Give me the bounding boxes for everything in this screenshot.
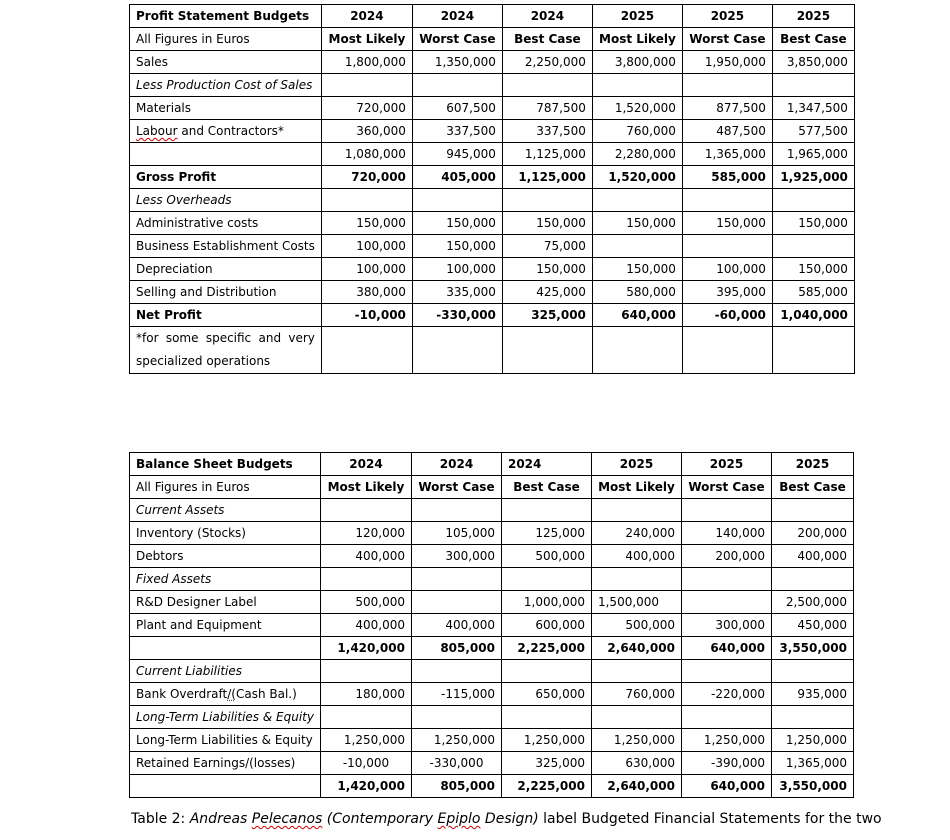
row-label-part: /( [227, 687, 236, 701]
table-cell: 500,000 [591, 614, 681, 637]
table-cell: 200,000 [771, 522, 853, 545]
scenario-header: Most Likely [592, 28, 682, 51]
year-header: 2025 [771, 453, 853, 476]
table-row [130, 51, 855, 74]
table-cell: 945,000 [412, 143, 502, 166]
row-label-rest: and Contractors* [177, 124, 284, 138]
table-cell: 640,000 [681, 775, 771, 798]
table-cell: 150,000 [502, 212, 592, 235]
table-cell: 150,000 [772, 212, 854, 235]
table-cell: 405,000 [412, 166, 502, 189]
table-cell: 1,365,000 [682, 143, 772, 166]
table-cell: 720,000 [321, 97, 412, 120]
table-cell: 150,000 [321, 212, 412, 235]
table-cell: 120,000 [320, 522, 411, 545]
scenario-header: Best Case [501, 476, 591, 499]
table-cell: 2,280,000 [592, 143, 682, 166]
table-cell [682, 235, 772, 258]
scenario-header: Best Case [772, 28, 854, 51]
table-cell: 150,000 [592, 212, 682, 235]
table-cell: 1,125,000 [502, 166, 592, 189]
table-cell: 100,000 [682, 258, 772, 281]
table-cell: -10,000 [321, 304, 412, 327]
table-cell: 1,365,000 [771, 752, 853, 775]
table-row [130, 166, 855, 189]
table-cell: 100,000 [321, 235, 412, 258]
table-cell: 400,000 [320, 614, 411, 637]
table-cell: 1,520,000 [592, 166, 682, 189]
table-cell: 2,225,000 [501, 637, 591, 660]
row-label: R&D Designer Label [130, 591, 321, 614]
table-cell: 577,500 [772, 120, 854, 143]
table-row [130, 97, 855, 120]
section-heading: Current Assets [130, 499, 321, 522]
table-cell: 150,000 [592, 258, 682, 281]
year-header: 2024 [411, 453, 501, 476]
section-heading: Less Production Cost of Sales [130, 74, 322, 97]
table-cell: 640,000 [592, 304, 682, 327]
table-cell: 140,000 [681, 522, 771, 545]
year-header: 2024 [502, 5, 592, 28]
section-heading: Fixed Assets [130, 568, 321, 591]
table-cell: 360,000 [321, 120, 412, 143]
table-cell: 1,250,000 [501, 729, 591, 752]
table-cell: 1,925,000 [772, 166, 854, 189]
table-caption [131, 811, 882, 827]
table-cell: 150,000 [412, 235, 502, 258]
table-cell: -115,000 [411, 683, 501, 706]
table-cell: 2,640,000 [591, 637, 681, 660]
table-cell [592, 235, 682, 258]
year-header: 2024 [321, 5, 412, 28]
row-label-part: Cash Bal.) [235, 687, 297, 701]
table-cell: 1,250,000 [591, 729, 681, 752]
row-label: Administrative costs [130, 212, 322, 235]
table-cell: 150,000 [772, 258, 854, 281]
row-label: Inventory (Stocks) [130, 522, 321, 545]
table-cell: 487,500 [682, 120, 772, 143]
scenario-header: Most Likely [591, 476, 681, 499]
section-heading: Less Overheads [130, 189, 322, 212]
row-label [130, 120, 322, 143]
table-cell: 1,080,000 [321, 143, 412, 166]
table-row [130, 775, 854, 798]
caption-brand: Epiplo [437, 811, 481, 827]
table-cell: 380,000 [321, 281, 412, 304]
table-row [130, 522, 854, 545]
row-label: Gross Profit [130, 166, 322, 189]
table-cell: 585,000 [682, 166, 772, 189]
row-label-part: Bank Overdraft [136, 687, 228, 701]
row-label: Selling and Distribution [130, 281, 322, 304]
footnote: *for some specific and very specialized operations [130, 327, 322, 374]
table-row [130, 120, 855, 143]
table-cell: 150,000 [682, 212, 772, 235]
table-cell: 105,000 [411, 522, 501, 545]
table-cell: 1,250,000 [320, 729, 411, 752]
year-header: 2025 [772, 5, 854, 28]
scenario-header: Worst Case [681, 476, 771, 499]
caption-name-first: Andreas [189, 811, 252, 827]
table-cell: 2,500,000 [771, 591, 853, 614]
table-cell: 100,000 [412, 258, 502, 281]
table-cell [411, 591, 501, 614]
table-row [130, 28, 855, 51]
table-cell: 500,000 [320, 591, 411, 614]
table-cell: 1,420,000 [320, 637, 411, 660]
row-label: Long-Term Liabilities & Equity [130, 729, 321, 752]
table-cell: 585,000 [772, 281, 854, 304]
table-cell: 325,000 [502, 304, 592, 327]
table-cell: 150,000 [412, 212, 502, 235]
table-title: Profit Statement Budgets [130, 5, 322, 28]
table-row [130, 189, 855, 212]
table-cell: 400,000 [771, 545, 853, 568]
table-cell: 3,800,000 [592, 51, 682, 74]
row-label: Materials [130, 97, 322, 120]
scenario-header: Best Case [771, 476, 853, 499]
row-label: Depreciation [130, 258, 322, 281]
year-header: 2025 [592, 5, 682, 28]
table-cell: -330,000 [412, 304, 502, 327]
table-cell: 100,000 [321, 258, 412, 281]
table-row [130, 752, 854, 775]
caption-design: Design) [480, 811, 539, 827]
table-cell: 337,500 [502, 120, 592, 143]
table-cell: 600,000 [501, 614, 591, 637]
table-cell: 400,000 [320, 545, 411, 568]
table-row [130, 5, 855, 28]
table-cell: 1,965,000 [772, 143, 854, 166]
year-header: 2024 [320, 453, 411, 476]
table-row [130, 327, 855, 374]
table-cell: 760,000 [592, 120, 682, 143]
table-cell: -220,000 [681, 683, 771, 706]
table-row [130, 614, 854, 637]
units-label: All Figures in Euros [130, 476, 321, 499]
table-cell: 2,640,000 [591, 775, 681, 798]
table-cell: 760,000 [591, 683, 681, 706]
table-cell: 2,250,000 [502, 51, 592, 74]
table-cell: 1,520,000 [592, 97, 682, 120]
table-cell: 300,000 [681, 614, 771, 637]
table-cell: 3,550,000 [771, 775, 853, 798]
table-cell: -390,000 [681, 752, 771, 775]
table-cell: 1,800,000 [321, 51, 412, 74]
table-cell: -10,000 [320, 752, 411, 775]
table-row [130, 235, 855, 258]
table-cell: 650,000 [501, 683, 591, 706]
table-cell: 125,000 [501, 522, 591, 545]
table-row [130, 729, 854, 752]
table-cell: 400,000 [591, 545, 681, 568]
table-cell: 935,000 [771, 683, 853, 706]
table-row [130, 499, 854, 522]
table-cell: 500,000 [501, 545, 591, 568]
table-row [130, 660, 854, 683]
row-label: Sales [130, 51, 322, 74]
table-cell: 1,250,000 [681, 729, 771, 752]
table-title: Balance Sheet Budgets [130, 453, 321, 476]
table-cell: 300,000 [411, 545, 501, 568]
table-cell: 325,000 [501, 752, 591, 775]
table-row [130, 683, 854, 706]
scenario-header: Most Likely [320, 476, 411, 499]
table-cell: 180,000 [320, 683, 411, 706]
table-cell: 1,040,000 [772, 304, 854, 327]
table-row [130, 143, 855, 166]
section-heading: Current Liabilities [130, 660, 321, 683]
table-cell: 3,550,000 [771, 637, 853, 660]
table-cell [681, 591, 771, 614]
caption-prefix: Table 2: [131, 811, 190, 827]
table-cell: 630,000 [591, 752, 681, 775]
spellcheck-word: Labour [136, 124, 178, 138]
table-cell: 1,000,000 [501, 591, 591, 614]
table-cell: 1,250,000 [411, 729, 501, 752]
table-cell: 395,000 [682, 281, 772, 304]
balance-sheet-table [129, 452, 854, 798]
table-cell: 1,250,000 [771, 729, 853, 752]
table-cell: 1,950,000 [682, 51, 772, 74]
table-cell: 580,000 [592, 281, 682, 304]
table-cell: 400,000 [411, 614, 501, 637]
scenario-header: Best Case [502, 28, 592, 51]
year-header: 2025 [682, 5, 772, 28]
table-cell [772, 235, 854, 258]
row-label: Net Profit [130, 304, 322, 327]
year-header: 2025 [681, 453, 771, 476]
table-cell: 1,350,000 [412, 51, 502, 74]
row-label: Debtors [130, 545, 321, 568]
table-row [130, 212, 855, 235]
table-cell: 877,500 [682, 97, 772, 120]
section-heading: Long-Term Liabilities & Equity [130, 706, 321, 729]
table-cell: 3,850,000 [772, 51, 854, 74]
table-cell: 335,000 [412, 281, 502, 304]
table-cell: -60,000 [682, 304, 772, 327]
table-row [130, 545, 854, 568]
scenario-header: Worst Case [411, 476, 501, 499]
year-header: 2025 [591, 453, 681, 476]
scenario-header: Worst Case [682, 28, 772, 51]
table-cell: 75,000 [502, 235, 592, 258]
table-row [130, 568, 854, 591]
table-cell: 607,500 [412, 97, 502, 120]
year-header: 2024 [501, 453, 591, 476]
year-header: 2024 [412, 5, 502, 28]
table-cell: 337,500 [412, 120, 502, 143]
table-row [130, 591, 854, 614]
row-label: Retained Earnings/(losses) [130, 752, 321, 775]
table-row [130, 637, 854, 660]
table-cell: 2,225,000 [501, 775, 591, 798]
row-label: Plant and Equipment [130, 614, 321, 637]
table-cell: 1,125,000 [502, 143, 592, 166]
table-cell: 640,000 [681, 637, 771, 660]
caption-suffix: label Budgeted Financial Statements for the two [538, 811, 882, 827]
units-label: All Figures in Euros [130, 28, 322, 51]
table-cell: 720,000 [321, 166, 412, 189]
table-cell: 240,000 [591, 522, 681, 545]
table-cell: 1,500,000 [591, 591, 681, 614]
table-row [130, 476, 854, 499]
table-row [130, 304, 855, 327]
caption-name-last: Pelecanos [251, 811, 323, 827]
scenario-header: Most Likely [321, 28, 412, 51]
table-row [130, 74, 855, 97]
table-row [130, 706, 854, 729]
table-row [130, 453, 854, 476]
table-cell: 450,000 [771, 614, 853, 637]
table-cell: 805,000 [411, 775, 501, 798]
table-cell: 1,420,000 [320, 775, 411, 798]
caption-author [190, 811, 539, 827]
table-row [130, 281, 855, 304]
row-label [130, 683, 321, 706]
table-cell: 1,347,500 [772, 97, 854, 120]
scenario-header: Worst Case [412, 28, 502, 51]
table-cell: 787,500 [502, 97, 592, 120]
table-row [130, 258, 855, 281]
row-label: Business Establishment Costs [130, 235, 322, 258]
table-cell: 805,000 [411, 637, 501, 660]
caption-mid: (Contemporary [322, 811, 438, 827]
table-cell: 425,000 [502, 281, 592, 304]
profit-statement-table [129, 4, 855, 374]
table-cell: 200,000 [681, 545, 771, 568]
table-cell: 150,000 [502, 258, 592, 281]
table-cell: -330,000 [411, 752, 501, 775]
